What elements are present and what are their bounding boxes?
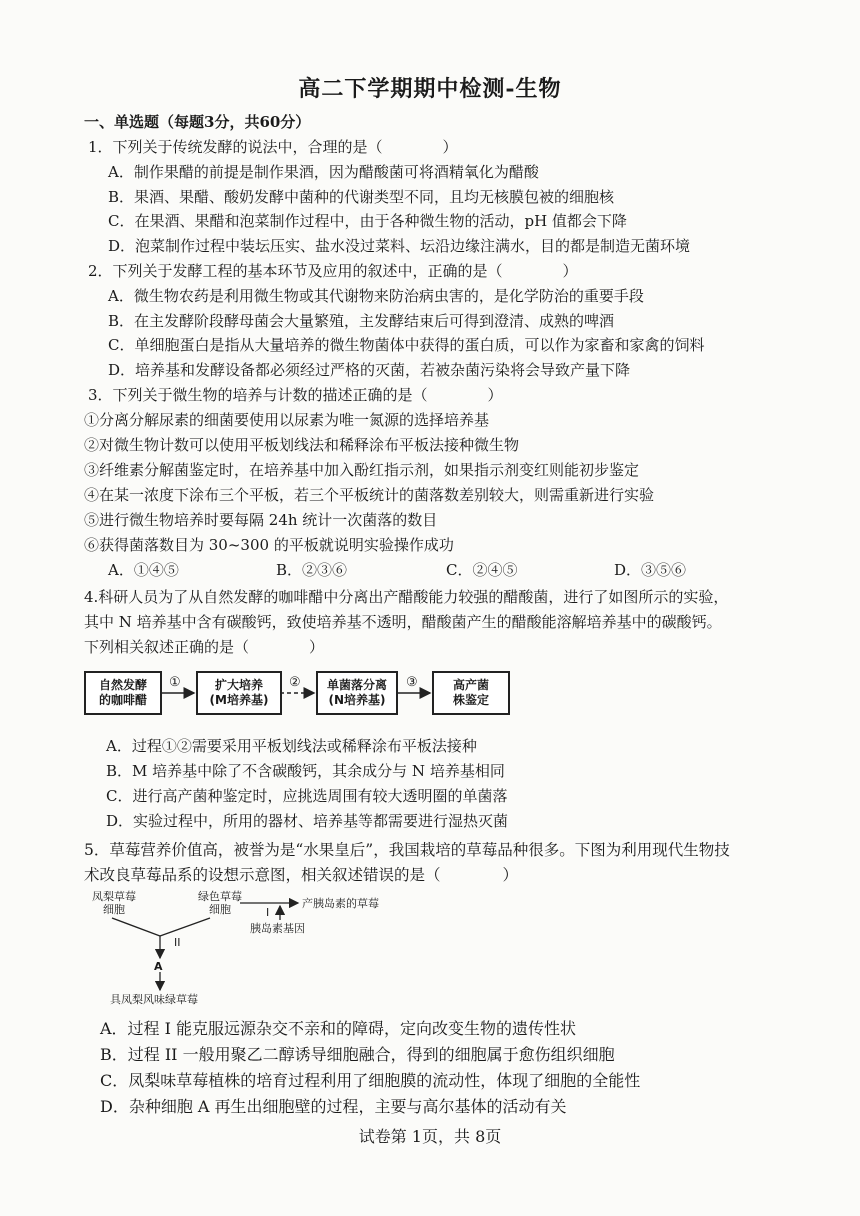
flow-step-1: ① xyxy=(169,675,181,690)
insulin-gene-label: 胰岛素基因 xyxy=(250,922,305,935)
fusion-line-right xyxy=(160,918,210,936)
q3-item-5: ⑤进行微生物培养时要每隔 24h 统计一次菌落的数目 xyxy=(84,511,438,529)
section-heading: 一、单选题（每题3分，共60分） xyxy=(84,113,311,131)
q1-option-c: C．在果酒、果醋和泡菜制作过程中，由于各种微生物的活动，pH 值都会下降 xyxy=(108,212,627,230)
q3-item-2: ②对微生物计数可以使用平板划线法和稀释涂布平板法接种微生物 xyxy=(84,436,520,454)
question-5-stem-line-2: 术改良草莓品系的设想示意图，相关叙述错误的是（ ） xyxy=(84,866,519,884)
page-footer: 试卷第 1页，共 8页 xyxy=(358,1127,502,1146)
q5-option-c: C．凤梨味草莓植株的培育过程利用了细胞膜的流动性，体现了细胞的全能性 xyxy=(100,1071,641,1090)
cell1-line-1: 凤梨草莓 xyxy=(92,890,136,903)
q2-option-b: B．在主发酵阶段酵母菌会大量繁殖，主发酵结束后可得到澄清、成熟的啤酒 xyxy=(108,312,615,330)
flow-box-ident-line-2: 株鉴定 xyxy=(452,693,489,707)
flow-box-ident-line-1: 高产菌 xyxy=(452,678,489,692)
q2-option-a: A．微生物农药是利用微生物或其代谢物来防治病虫害的，是化学防治的重要手段 xyxy=(108,287,644,305)
fusion-line-left xyxy=(112,918,160,936)
q5-option-d: D．杂种细胞 A 再生出细胞壁的过程，主要与高尔基体的活动有关 xyxy=(100,1097,567,1116)
question-3-stem: 3．下列关于微生物的培养与计数的描述正确的是（ ） xyxy=(88,386,503,404)
label-process-i: I xyxy=(266,906,270,919)
cell-green-strawberry xyxy=(190,890,250,916)
label-process-ii: II xyxy=(174,936,181,949)
q3-option-b: B．②③⑥ xyxy=(276,561,348,579)
q4-option-a: A．过程①②需要采用平板划线法或稀释涂布平板法接种 xyxy=(106,737,477,755)
flow-box-expand-line-2: (M培养基) xyxy=(209,693,269,707)
q4-option-d: D．实验过程中，所用的器材、培养基等都需要进行湿热灭菌 xyxy=(106,812,509,830)
q3-option-c: C．②④⑤ xyxy=(446,561,518,579)
flow-box-expand-line-1: 扩大培养 xyxy=(214,678,263,692)
product-pineapple-green-strawberry: 具凤梨风味绿草莓 xyxy=(110,993,198,1006)
q1-option-d: D．泡菜制作过程中装坛压实、盐水没过菜料、坛沿边缘注满水，目的都是制造无菌环境 xyxy=(108,237,691,255)
q4-option-c: C．进行高产菌种鉴定时，应挑选周围有较大透明圈的单菌落 xyxy=(106,787,508,805)
q4-option-b: B．M 培养基中除了不含碳酸钙，其余成分与 N 培养基相同 xyxy=(106,762,505,780)
q5-option-a: A．过程 I 能克服远源杂交不亲和的障碍，定向改变生物的遗传性状 xyxy=(100,1019,577,1038)
q3-option-d: D．③⑤⑥ xyxy=(614,561,687,579)
question-2-stem: 2．下列关于发酵工程的基本环节及应用的叙述中，正确的是（ ） xyxy=(88,262,578,280)
q2-option-c: C．单细胞蛋白是指从大量培养的微生物菌体中获得的蛋白质，可以作为家畜和家禽的饲料 xyxy=(108,336,705,354)
cell2-line-1: 绿色草莓 xyxy=(198,890,242,903)
question-4-stem-line-3: 下列相关叙述正确的是（ ） xyxy=(84,638,325,656)
q1-option-a: A．制作果醋的前提是制作果酒，因为醋酸菌可将酒精氧化为醋酸 xyxy=(108,163,539,181)
q3-option-a: A．①④⑤ xyxy=(108,561,179,579)
cell2-line-2: 细胞 xyxy=(209,903,231,916)
flow-box-source-line-1: 自然发酵 xyxy=(98,678,147,692)
question-4-stem-line-2: 其中 N 培养基中含有碳酸钙，致使培养基不透明，醋酸菌产生的醋酸能溶解培养基中的碳酸钙。 xyxy=(84,613,722,631)
flow-box-colony-line-1: 单菌落分离 xyxy=(326,678,387,692)
flow-box-colony-line-2: (N培养基) xyxy=(328,693,386,707)
product-insulin-strawberry: 产胰岛素的草莓 xyxy=(302,897,379,910)
flow-box-source-line-2: 的咖啡醋 xyxy=(98,693,147,707)
q3-item-3: ③纤维素分解菌鉴定时，在培养基中加入酚红指示剂，如果指示剂变红则能初步鉴定 xyxy=(84,461,640,479)
q3-item-6: ⑥获得菌落数目为 30~300 的平板就说明实验操作成功 xyxy=(84,536,454,554)
q1-option-b: B．果酒、果醋、酸奶发酵中菌种的代谢类型不同，且均无核膜包被的细胞核 xyxy=(108,188,615,206)
q5-option-b: B．过程 II 一般用聚乙二醇诱导细胞融合，得到的细胞属于愈伤组织细胞 xyxy=(100,1045,615,1064)
q3-item-1: ①分离分解尿素的细菌要使用以尿素为唯一氮源的选择培养基 xyxy=(84,411,490,429)
label-hybrid-cell-a: A xyxy=(154,960,163,973)
page-title: 高二下学期期中检测-生物 xyxy=(298,76,562,102)
question-4-stem-line-1: 4.科研人员为了从自然发酵的咖啡醋中分离出产醋酸能力较强的醋酸菌，进行了如图所示的实验， xyxy=(84,588,729,606)
q3-item-4: ④在某一浓度下涂布三个平板，若三个平板统计的菌落数差别较大，则需重新进行实验 xyxy=(84,486,655,504)
cell-pineapple-strawberry xyxy=(84,890,144,916)
cell1-line-2: 细胞 xyxy=(103,903,125,916)
flow-step-2: ② xyxy=(289,675,301,690)
question-5-stem-line-1: 5．草莓营养价值高，被誉为是“水果皇后”，我国栽培的草莓品种很多。下图为利用现代生物技 xyxy=(84,841,730,859)
flow-step-3: ③ xyxy=(406,675,418,690)
question-1-stem: 1．下列关于传统发酵的说法中，合理的是（ ） xyxy=(88,138,458,156)
q2-option-d: D．培养基和发酵设备都必须经过严格的灭菌，若被杂菌污染将会导致产量下降 xyxy=(108,361,631,379)
